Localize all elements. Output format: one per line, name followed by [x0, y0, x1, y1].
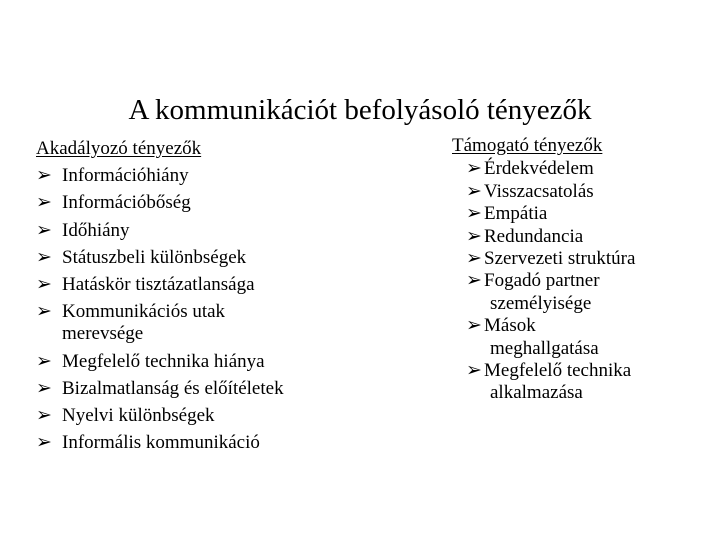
item-text: Érdekvédelem [484, 158, 594, 180]
obstacle-item [36, 162, 284, 189]
arrowhead-bullet-icon: ➢ [36, 405, 52, 427]
arrowhead-bullet-icon: ➢ [36, 165, 52, 187]
supporting-heading: Támogató tényezők [452, 135, 603, 156]
obstacle-item [36, 189, 284, 216]
item-text: Mások [484, 315, 536, 337]
arrowhead-bullet-icon: ➢ [36, 350, 52, 372]
item-text-continuation: meghallgatása [490, 337, 599, 359]
item-text-continuation: személyisége [490, 292, 592, 314]
item-text: Nyelvi különbségek [62, 405, 215, 427]
arrowhead-bullet-icon: ➢ [36, 219, 52, 241]
item-text: Információhiány [62, 165, 189, 187]
obstacle-item [36, 217, 284, 244]
item-text: Időhiány [62, 219, 130, 241]
obstacle-item [36, 298, 284, 347]
item-text: Informális kommunikáció [62, 432, 260, 454]
arrowhead-bullet-icon: ➢ [466, 225, 482, 247]
item-text: Információbőség [62, 192, 191, 214]
obstacle-item [36, 244, 284, 271]
obstacle-item [36, 271, 284, 298]
obstacle-item [36, 375, 284, 402]
obstacles-list [36, 162, 284, 456]
obstacle-item [36, 429, 284, 456]
obstacles-column [36, 135, 284, 456]
arrowhead-bullet-icon: ➢ [466, 315, 482, 337]
obstacle-item [36, 402, 284, 429]
supporting-item [452, 158, 635, 180]
item-text: Hatáskör tisztázatlansága [62, 274, 255, 296]
arrowhead-bullet-icon: ➢ [36, 192, 52, 214]
item-text-continuation: merevsége [62, 323, 144, 345]
item-text: Megfelelő technika [484, 360, 632, 382]
supporting-item [452, 360, 635, 405]
supporting-column [452, 135, 635, 405]
obstacle-item [36, 348, 284, 375]
slide-title: A kommunikációt befolyásoló tényezők [128, 94, 592, 126]
arrowhead-bullet-icon: ➢ [466, 180, 482, 202]
item-text: Kommunikációs utak [62, 301, 226, 323]
arrowhead-bullet-icon: ➢ [466, 158, 482, 180]
item-text: Redundancia [484, 225, 584, 247]
arrowhead-bullet-icon: ➢ [466, 203, 482, 225]
item-text: Szervezeti struktúra [484, 248, 636, 270]
item-text: Empátia [484, 203, 548, 225]
arrowhead-bullet-icon: ➢ [466, 248, 482, 270]
item-text: Bizalmatlanság és előítéletek [62, 377, 284, 399]
arrowhead-bullet-icon: ➢ [36, 246, 52, 268]
item-text: Státuszbeli különbségek [62, 246, 247, 268]
arrowhead-bullet-icon: ➢ [466, 360, 482, 382]
supporting-item [452, 248, 635, 270]
supporting-list [452, 158, 635, 404]
supporting-item [452, 270, 635, 315]
item-text: Megfelelő technika hiánya [62, 350, 265, 372]
arrowhead-bullet-icon: ➢ [466, 270, 482, 292]
supporting-item [452, 203, 635, 225]
arrowhead-bullet-icon: ➢ [36, 301, 52, 323]
arrowhead-bullet-icon: ➢ [36, 432, 52, 454]
obstacles-heading: Akadályozó tényezők [36, 138, 202, 159]
supporting-item [452, 181, 635, 203]
arrowhead-bullet-icon: ➢ [36, 377, 52, 399]
item-text: Fogadó partner [484, 270, 600, 292]
arrowhead-bullet-icon: ➢ [36, 274, 52, 296]
item-text-continuation: alkalmazása [490, 382, 583, 404]
supporting-item [452, 226, 635, 248]
supporting-item [452, 315, 635, 360]
item-text: Visszacsatolás [484, 180, 594, 202]
